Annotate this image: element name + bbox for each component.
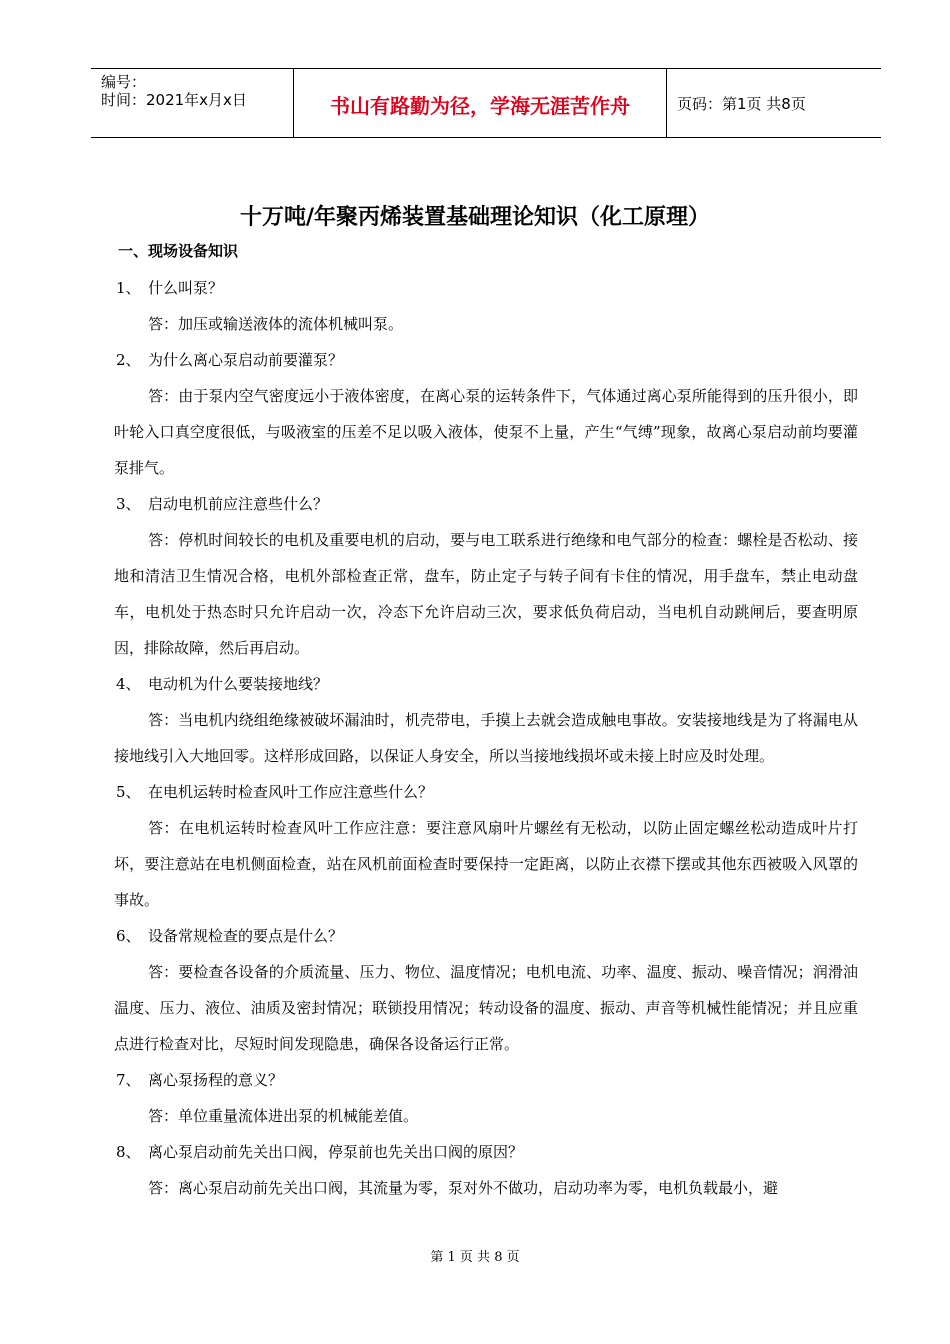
question-1	[114, 270, 858, 306]
page-footer: 第 1 页 共 8 页	[430, 1250, 520, 1265]
answer-7: 答：单位重量流体进出泵的机械能差值。	[148, 1107, 419, 1125]
question-8	[114, 1134, 858, 1170]
question-6	[114, 918, 858, 954]
question-number: 6、	[116, 927, 141, 945]
header-page-cell	[667, 69, 881, 137]
answer-1: 答：加压或输送液体的流体机械叫泵。	[148, 315, 404, 333]
header-motto-cell	[293, 69, 667, 137]
question-text: 离心泵扬程的意义？	[148, 1071, 284, 1089]
question-text: 在电机运转时检查风叶工作应注意些什么？	[148, 783, 434, 801]
question-2	[114, 342, 858, 378]
header-motto: 书山有路勤为径，学海无涯苦作舟	[330, 94, 630, 118]
answer-3: 答：停机时间较长的电机及重要电机的启动，要与电工联系进行绝缘和电气部分的检查：螺栓是否松动、接地和清洁卫生情况合格，电机外部检查正常，盘车，防止定子与转子间有卡住的情况，用手盘车，禁止电动盘车，电机处于热态时只允许启动一次，冷态下允许启动三次，要求低负荷启动，当电机自动跳闸后，要查明原因，排除故障，然后再启动。	[114, 531, 858, 657]
header-meta-cell	[91, 69, 293, 137]
question-number: 4、	[116, 675, 141, 693]
question-3	[114, 486, 858, 522]
answer-8: 答：离心泵启动前先关出口阀，其流量为零，泵对外不做功，启动功率为零，电机负载最小，避	[148, 1179, 779, 1197]
answer-6: 答：要检查各设备的介质流量、压力、物位、温度情况；电机电流、功率、温度、振动、噪音情况；润滑油温度、压力、液位、油质及密封情况；联锁投用情况；转动设备的温度、振动、声音等机械性能情况；并且应重点进行检查对比，尽短时间发现隐患，确保各设备运行正常。	[114, 963, 858, 1053]
question-text: 为什么离心泵启动前要灌泵？	[148, 351, 344, 369]
question-4	[114, 666, 858, 702]
answer-5: 答：在电机运转时检查风叶工作应注意：要注意风扇叶片螺丝有无松动，以防止固定螺丝松动造成叶片打坏，要注意站在电机侧面检查，站在风机前面检查时要保持一定距离，以防止衣襟下摆或其他东西被吸入风罩的事故。	[114, 819, 858, 909]
question-7	[114, 1062, 858, 1098]
section-heading: 一、现场设备知识	[118, 242, 239, 260]
question-text: 离心泵启动前先关出口阀，停泵前也先关出口阀的原因？	[148, 1143, 524, 1161]
answer-4: 答：当电机内绕组绝缘被破坏漏油时，机壳带电，手摸上去就会造成触电事故。安装接地线是为了将漏电从接地线引入大地回零。这样形成回路，以保证人身安全，所以当接地线损坏或未接上时应及时处理。	[114, 711, 858, 765]
question-text: 启动电机前应注意些什么？	[148, 495, 329, 513]
question-number: 1、	[116, 279, 141, 297]
question-number: 8、	[116, 1143, 141, 1161]
question-number: 3、	[116, 495, 141, 513]
question-text: 设备常规检查的要点是什么？	[148, 927, 344, 945]
document-number-label: 编号：	[101, 73, 147, 91]
question-text: 什么叫泵？	[148, 279, 224, 297]
document-header	[91, 68, 881, 138]
question-number: 7、	[116, 1071, 141, 1089]
question-5	[114, 774, 858, 810]
question-number: 5、	[116, 783, 141, 801]
question-text: 电动机为什么要装接地线？	[148, 675, 329, 693]
question-number: 2、	[116, 351, 141, 369]
header-page-info: 页码：第1页 共8页	[677, 95, 806, 113]
page-title: 十万吨/年聚丙烯装置基础理论知识（化工原理）	[239, 205, 711, 230]
answer-2: 答：由于泵内空气密度远小于液体密度，在离心泵的运转条件下，气体通过离心泵所能得到的压升很小，即叶轮入口真空度很低，与吸液室的压差不足以吸入液体，使泵不上量，产生“气缚”现象，故离心泵启动前均要灌泵排气。	[114, 387, 858, 477]
qa-list	[114, 270, 858, 1206]
document-time: 时间：2021年x月x日	[101, 91, 247, 109]
